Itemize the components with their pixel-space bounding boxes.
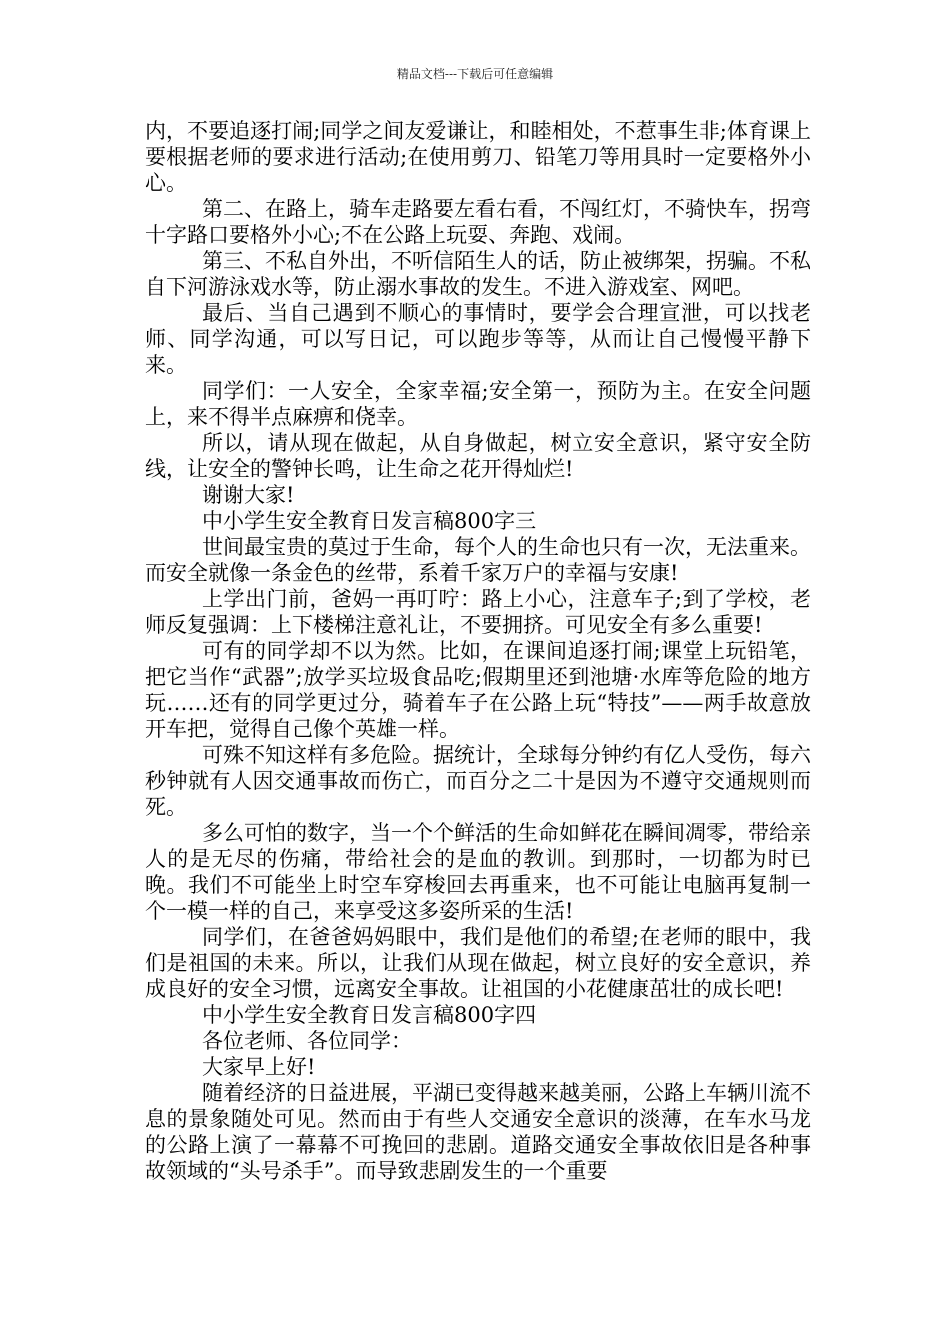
paragraph-hope: 同学们，在爸爸妈妈眼中，我们是他们的希望;在老师的眼中，我们是祖国的未来。所以，让我们从现在做起，树立良好的安全意识，养成良好的安全习惯，远离安全事故。让祖国的小花健康茁壮的成长吧! [145,925,811,1001]
paragraph-call-to-action: 所以，请从现在做起，从自身做起，树立安全意识，紧守安全防线，让安全的警钟长鸣，让生命之花开得灿烂! [145,431,811,481]
paragraph-stranger-safety: 第三、不私自外出，不听信陌生人的话，防止被绑架，拐骗。不私自下河游泳戏水等，防止溺水事故的发生。不进入游戏室、网吧。 [145,249,811,299]
paragraph-emotional-health: 最后、当自己遇到不顺心的事情时，要学会合理宣泄，可以找老师、同学沟通，可以写日记，可以跑步等等，从而让自己慢慢平静下来。 [145,301,811,377]
paragraph-consequences: 多么可怕的数字，当一个个鲜活的生命如鲜花在瞬间凋零，带给亲人的是无尽的伤痛，带给社会的是血的教训。到那时，一切都为时已晚。我们不可能坐上时空车穿梭回去再重来，也不可能让电脑再复制一个一模一样的自己，来享受这多姿所采的生活! [145,821,811,923]
paragraph-road-safety: 第二、在路上，骑车走路要左看右看，不闯红灯，不骑快车，拐弯十字路口要格外小心;不在公路上玩耍、奔跑、戏闹。 [145,197,811,247]
paragraph-life-precious: 世间最宝贵的莫过于生命，每个人的生命也只有一次，无法重来。而安全就像一条金色的丝带，系着千家万户的幸福与安康! [145,535,811,585]
paragraph-reminders: 上学出门前，爸妈一再叮咛：路上小心，注意车子;到了学校，老师反复强调：上下楼梯注意礼让，不要拥挤。可见安全有多么重要! [145,587,811,637]
paragraph-statistics: 可殊不知这样有多危险。据统计，全球每分钟约有亿人受伤，每六秒钟就有人因交通事故而伤亡，而百分之二十是因为不遵守交通规则而死。 [145,743,811,819]
paragraph-traffic: 随着经济的日益进展，平湖已变得越来越美丽，公路上车辆川流不息的景象随处可见。然而由于有些人交通安全意识的淡薄，在车水马龙的公路上演了一幕幕不可挽回的悲剧。道路交通安全事故依旧是各种事故领域的“头号杀手”。而导致悲剧发生的一个重要 [145,1081,811,1183]
paragraph-greeting: 大家早上好! [202,1055,316,1079]
document-body [145,118,811,1184]
page-header: 精品文档---下载后可任意编辑 [396,67,554,81]
section-heading-3: 中小学生安全教育日发言稿800字三 [202,509,537,533]
section-heading-4: 中小学生安全教育日发言稿800字四 [202,1003,537,1027]
paragraph-salutation: 各位老师、各位同学： [202,1029,412,1053]
paragraph-safety-first: 同学们：一人安全，全家幸福;安全第一，预防为主。在安全问题上，来不得半点麻痹和侥幸。 [145,379,811,429]
paragraph-school-rules: 内，不要追逐打闹;同学之间友爱谦让，和睦相处，不惹事生非;体育课上要根据老师的要求进行活动;在使用剪刀、铅笔刀等用具时一定要格外小心。 [145,119,811,195]
paragraph-bad-examples: 可有的同学却不以为然。比如，在课间追逐打闹;课堂上玩铅笔，把它当作“武器”;放学买垃圾食品吃;假期里还到池塘·水库等危险的地方玩……还有的同学更过分，骑着车子在公路上玩“特技”——两手故意放开车把，觉得自己像个英雄一样。 [145,639,811,741]
paragraph-thanks: 谢谢大家! [202,483,295,507]
